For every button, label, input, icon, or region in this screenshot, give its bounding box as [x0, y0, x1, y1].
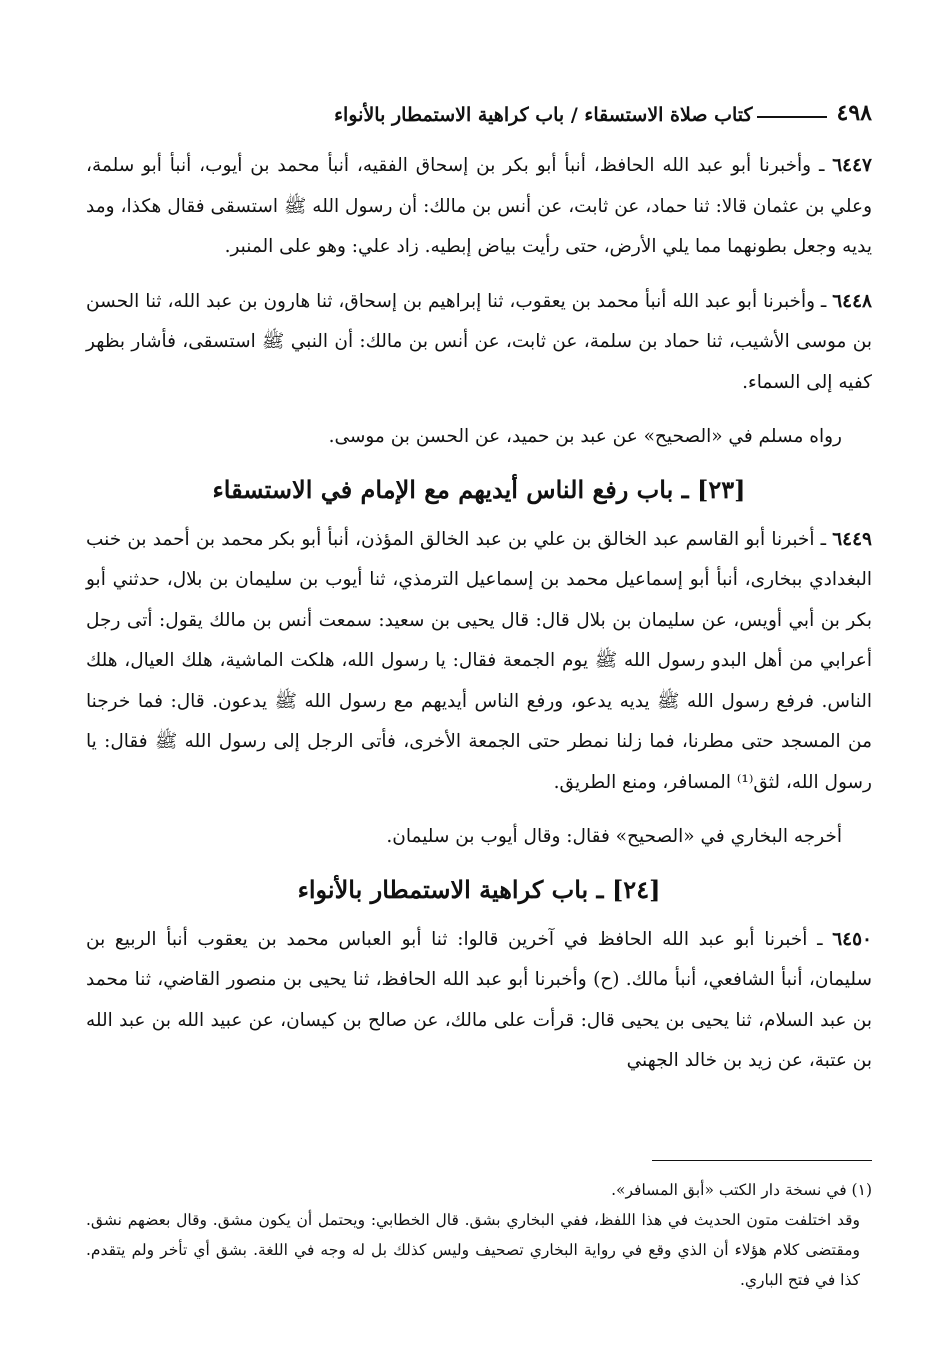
header-rule	[757, 116, 827, 118]
footnote-1: (١) في نسخة دار الكتب «أبق المسافر».	[611, 1181, 872, 1199]
chapter-heading-23: [٢٣] ـ باب رفع الناس أيديهم مع الإمام في الاستسقاء	[212, 474, 746, 504]
hadith-number: ٦٤٤٧	[832, 155, 872, 176]
hadith-6449	[86, 520, 872, 804]
hadith-text: ـ وأخبرنا أبو عبد الله الحافظ، أنبأ أبو بكر بن إسحاق الفقيه، أنبأ محمد بن أيوب، أنبأ أبو سلمة، وعلي بن عثمان قالا: ثنا حماد، عن ثابت، عن أنس بن مالك: أن رسول الله ﷺ استسقى فقال هكذا، ومد يديه وجعل بطونهما مما يلي الأرض، حتى رأيت بياض إبطيه. زاد علي: وهو على المنبر.	[86, 155, 872, 257]
hadith-6450	[86, 920, 872, 1082]
hadith-number: ٦٤٥٠	[832, 928, 872, 950]
hadith-text: ـ وأخبرنا أبو عبد الله أنبأ محمد بن يعقوب، ثنا إبراهيم بن إسحاق، ثنا هارون بن عبد الله، ثنا الحسن بن موسى الأشيب، ثنا حماد بن سلمة، عن ثابت، عن أنس بن مالك: أن النبي ﷺ استسقى، فأشار بظهر كفيه إلى السماء.	[86, 290, 872, 393]
footnote-rule	[652, 1160, 872, 1161]
running-title: كتاب صلاة الاستسقاء / باب كراهية الاستمطار بالأنواء	[334, 104, 753, 126]
hadith-6447	[86, 146, 872, 268]
chapter-heading-24: [٢٤] ـ باب كراهية الاستمطار بالأنواء	[297, 874, 661, 904]
hadith-number: ٦٤٤٨	[832, 290, 872, 312]
running-header	[86, 86, 872, 126]
page-body	[86, 146, 872, 1096]
hadith-number: ٦٤٤٩	[832, 528, 872, 550]
takhrij-note: رواه مسلم في «الصحيح» عن عبد بن حميد، عن الحسن بن موسى.	[328, 426, 842, 447]
hadith-text: ـ أخبرنا أبو القاسم عبد الخالق بن علي بن عبد الخالق المؤذن، أنبأ أبو بكر محمد بن أحمد بن خنب البغدادي ببخارى، أنبأ أبو إسماعيل محمد بن إسماعيل الترمذي، ثنا أيوب بن سليمان بن بلال، حدثني أبو بكر بن أبي أويس، عن سليمان بن بلال قال: قال يحيى بن سعيد: سمعت أنس بن مالك يقول: أتى رجل أعرابي من أهل البدو رسول الله ﷺ يوم الجمعة فقال: يا رسول الله، هلكت الماشية، هلك العيال، هلك الناس. فرفع رسول الله ﷺ يديه يدعو، ورفع الناس أيديهم مع رسول الله ﷺ يدعون. قال: فما خرجنا من المسجد حتى مطرنا، فما زلنا نمطر حتى الجمعة الأخرى، فأتى الرجل إلى رسول الله ﷺ فقال: يا رسول الله، لثق⁽¹⁾ المسافر، ومنع الطريق.	[86, 528, 872, 793]
hadith-6448	[86, 282, 872, 404]
takhrij-note: أخرجه البخاري في «الصحيح» فقال: وقال أيوب بن سليمان.	[386, 826, 842, 847]
page-number: ٤٩٨	[836, 100, 872, 126]
hadith-text: ـ أخبرنا أبو عبد الله الحافظ في آخرين قالوا: ثنا أبو العباس محمد بن يعقوب أنبأ الربيع بن سليمان، أنبأ الشافعي، أنبأ مالك. (ح) وأخبرنا أبو عبد الله الحافظ، ثنا يحيى بن منصور القاضي، ثنا محمد بن عبد السلام، ثنا يحيى بن يحيى قال: قرأت على مالك، عن صالح بن كيسان، عن عبيد الله بن عبد الله بن عتبة، عن زيد بن خالد الجهني	[86, 928, 872, 1071]
footnotes	[86, 1160, 872, 1295]
footnote-1-continued: وقد اختلفت متون الحديث في هذا اللفظ، ففي البخاري بشق. قال الخطابي: ويحتمل أن يكون مشق. وقال بعضهم نشق. ومقتضى كلام هؤلاء أن الذي وقع في رواية البخاري تصحيف وليس كذلك بل له وجه في اللغة. بشق أي تأخر ولم يتقدم. كذا في فتح الباري.	[86, 1211, 860, 1289]
